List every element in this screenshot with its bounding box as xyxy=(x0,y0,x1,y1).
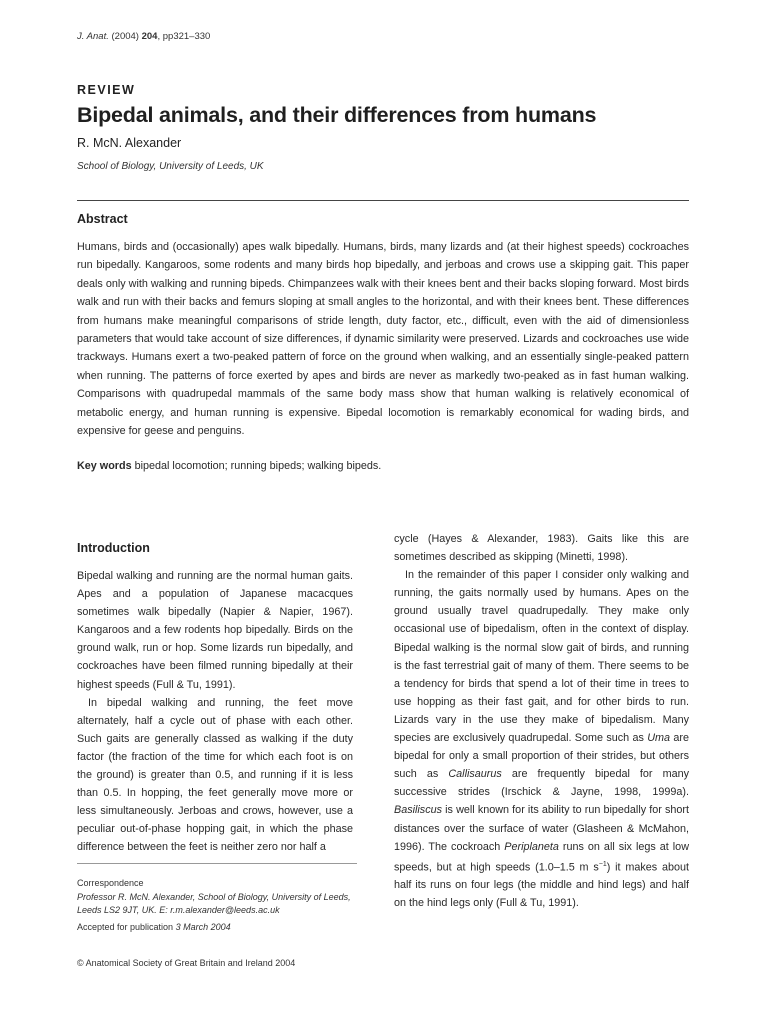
abstract-heading: Abstract xyxy=(77,212,128,226)
keywords-list: bipedal locomotion; running bipeds; walking bipeds. xyxy=(131,460,382,472)
footnote-divider xyxy=(77,863,357,864)
paper-title: Bipedal animals, and their differences from humans xyxy=(77,103,597,127)
citation-pages: , pp321–330 xyxy=(157,31,211,42)
left-column xyxy=(77,567,353,857)
journal-citation xyxy=(77,31,210,42)
accepted-label: Accepted for publication xyxy=(77,922,176,932)
text-run: runs on all six legs at low speeds, but at high speeds (1.0–1.5 m s xyxy=(394,840,689,874)
text-run: are frequently bipedal for many successive strides (Irschick & Jayne, 1998, 1999a). xyxy=(394,768,690,799)
author-affiliation: School of Biology, University of Leeds, UK xyxy=(77,161,264,172)
correspondence-label: Correspondence xyxy=(77,878,144,888)
text-run: are bipedal for only a small proportion of their strides, but others such as xyxy=(394,732,689,781)
text-run: ) it makes about half its runs on four legs (the middle and hind legs) and half on the hind legs only (Full & Tu, 1991). xyxy=(394,861,689,910)
text-run: In the remainder of this paper I consider only walking and running, the gaits normally used by humans. Apes on the ground usually travel quadrupedally. They make only occasional use of bipedalism, often in the context of display. Bipedal walking is the normal slow gait of birds, and running is the fast terrestrial gait of many of them. There seems to be a tendency for birds that spend a lot of their time in trees to use hopping as their fast gait, and for other birds to run. Lizards vary in the use they make of bipedalism. Many species are exclusively quadrupedal. Some such as xyxy=(394,569,689,745)
accepted-date-value: 3 March 2004 xyxy=(175,922,231,932)
author-name: R. McN. Alexander xyxy=(77,136,182,150)
journal-name: J. Anat. xyxy=(77,31,109,42)
intro-paragraph-3: cycle (Hayes & Alexander, 1983). Gaits like this are sometimes described as skipping (Minetti, 1998). xyxy=(394,533,689,564)
intro-paragraph-1: Bipedal walking and running are the normal human gaits. Apes and a population of Japanese macacques sometimes walk bipedally (Napier & Napier, 1967). Kangaroos and a few rodents hop bipedally. Birds on the ground walk, run or hop. Some lizards run bipedally, and cockroaches have been filmed running bipedally at their highest speeds (Full & Tu, 1991). xyxy=(77,570,353,691)
unit-superscript: −1 xyxy=(598,860,607,868)
keywords xyxy=(77,460,381,472)
taxon-name: Callisaurus xyxy=(448,768,502,781)
citation-year: (2004) xyxy=(111,31,139,42)
correspondence-line-1: Professor R. McN. Alexander, School of Biology, University of Leeds, xyxy=(77,891,351,902)
abstract-text: Humans, birds and (occasionally) apes walk bipedally. Humans, birds, many lizards and (at their highest speeds) cockroaches run bipedally. Kangaroos, some rodents and many birds hop bipedally, and jerboas and crows use a skipping gait. This paper deals only with walking and running bipeds. Chimpanzees walk with their knees bent and their backs sloping forward. Most birds walk and run with their backs and femurs sloping at small angles to the horizontal, and with their knees bent. These differences from humans make meaningful comparisons of stride length, duty factor, etc., difficult, even with the aid of dimensionless parameters that would take account of size differences, if dynamic similarity were preserved. Lizards and cockroaches use wide trackways. Humans exert a two-peaked pattern of force on the ground when walking, and an essentially single-peaked pattern when running. The patterns of force exerted by apes and birds are never as markedly two-peaked as in fast human walking. Comparisons with quadrupedal mammals of the same body mass show that human walking is relatively economical of metabolic energy, and human running is expensive. Bipedal locomotion is remarkably economical for wading birds, and expensive for geese and penguins. xyxy=(77,241,689,438)
correspondence-block xyxy=(77,877,367,918)
taxon-name: Basiliscus xyxy=(394,804,443,817)
abstract-divider xyxy=(77,200,689,201)
right-column xyxy=(394,530,689,913)
section-label: REVIEW xyxy=(77,83,136,97)
taxon-name: Uma xyxy=(647,732,671,745)
text-run: is well known for its ability to run bipedally for short distances over the surface of water (Glasheen & McMahon, 1996). The cockroach xyxy=(394,804,689,853)
citation-volume: 204 xyxy=(141,31,158,42)
accepted-date xyxy=(77,922,231,932)
correspondence-line-2: Leeds LS2 9JT, UK. E: r.m.alexander@leeds.ac.uk xyxy=(77,905,280,915)
intro-paragraph-2: In bipedal walking and running, the feet move alternately, half a cycle out of phase with each other. Such gaits are generally classed as walking if the duty factor (the fraction of the time for which each foot is on the ground) is greater than 0.5, and running if it is less than 0.5. In hopping, the feet generally move more or less simultaneously. Jerboas and crows, however, use a peculiar out-of-phase hopping gait, in which the phase difference between the feet is neither zero nor half a xyxy=(77,696,353,854)
introduction-heading: Introduction xyxy=(77,541,150,555)
taxon-name: Periplaneta xyxy=(504,840,559,853)
copyright-notice: © Anatomical Society of Great Britain and Ireland 2004 xyxy=(77,958,296,968)
intro-paragraph-4 xyxy=(394,566,689,912)
keywords-label: Key words xyxy=(77,460,132,472)
